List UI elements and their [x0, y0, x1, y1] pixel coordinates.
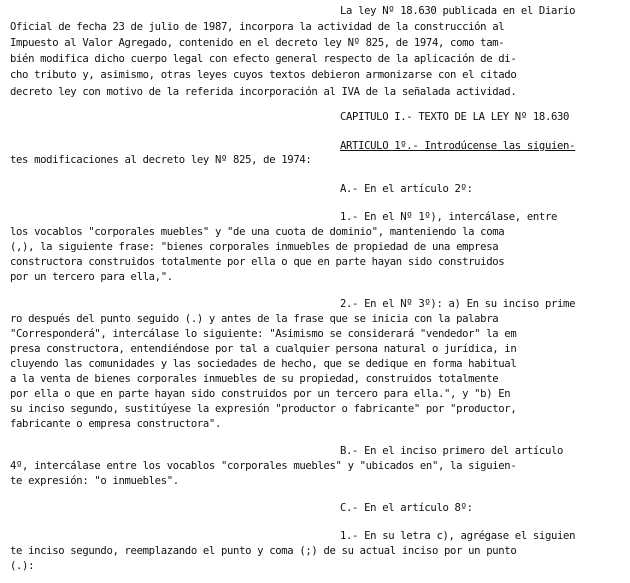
text-line: 4º, intercálase entre los vocablos "corporales muebles" y "ubicados en", la siguien- — [10, 460, 517, 472]
text-line: 1.- En su letra c), agrégase el siguien — [340, 530, 576, 542]
text-line: presa constructora, entendiéndose por tal a cualquier persona natural o jurídica, in — [10, 343, 517, 355]
text-line: ro después del punto seguido (.) y antes de la frase que se inicia con la palabra — [10, 313, 499, 325]
text-line: Impuesto al Valor Agregado, contenido en el decreto ley Nº 825, de 1974, como tam- — [10, 37, 505, 49]
text-line: La ley Nº 18.630 publicada en el Diario — [340, 5, 576, 17]
text-line: bién modifica dicho cuerpo legal con efecto general respecto de la aplicación de di- — [10, 53, 517, 65]
text-line: fabricante o empresa constructora". — [10, 418, 221, 430]
chapter-heading: CAPITULO I.- TEXTO DE LA LEY Nº 18.630 — [340, 111, 570, 123]
section-heading: C.- En el artículo 8º: — [340, 502, 473, 514]
text-line: cluyendo las comunidades y las sociedades de hecho, que se dedique en forma habitual — [10, 358, 517, 370]
text-line: te inciso segundo, reemplazando el punto y coma (;) de su actual inciso por un punto — [10, 545, 517, 557]
article-heading-line: ARTICULO 1º.- Introdúcense las siguien- — [340, 140, 576, 152]
text-line: a la venta de bienes corporales inmuebles de su propiedad, construidos totalmente — [10, 373, 499, 385]
text-line: por ella o que en parte hayan sido construidos por un tercero para ella.", y "b) En — [10, 388, 511, 400]
text-line: constructora construidos totalmente por ella o que en parte hayan sido construidos — [10, 256, 505, 268]
text-line: los vocablos "corporales muebles" y "de una cuota de dominio", manteniendo la coma — [10, 226, 505, 238]
text-line: su inciso segundo, sustitúyese la expresión "productor o fabricante" por "productor, — [10, 403, 517, 415]
text-line: tes modificaciones al decreto ley Nº 825, de 1974: — [10, 154, 312, 166]
text-line: "Corresponderá", intercálase lo siguiente: "Asimismo se considerará "vendedor" la em — [10, 328, 517, 340]
text-line: B.- En el inciso primero del artículo — [340, 445, 564, 457]
text-line: Oficial de fecha 23 de julio de 1987, incorpora la actividad de la construcción al — [10, 21, 505, 33]
text-line: 1.- En el Nº 1º), intercálase, entre — [340, 211, 558, 223]
text-line: te expresión: "o inmuebles". — [10, 475, 179, 487]
text-line: (.): — [10, 560, 35, 572]
text-line: cho tributo y, asimismo, otras leyes cuyos textos debieron armonizarse con el citado — [10, 69, 517, 81]
text-line: decreto ley con motivo de la referida incorporación al IVA de la señalada actividad. — [10, 86, 517, 98]
text-line: (,), la siguiente frase: "bienes corporales inmuebles de propiedad de una empresa — [10, 241, 499, 253]
section-heading: A.- En el artículo 2º: — [340, 183, 473, 195]
text-line: 2.- En el Nº 3º): a) En su inciso prime — [340, 298, 576, 310]
text-line: por un tercero para ella,". — [10, 271, 173, 283]
